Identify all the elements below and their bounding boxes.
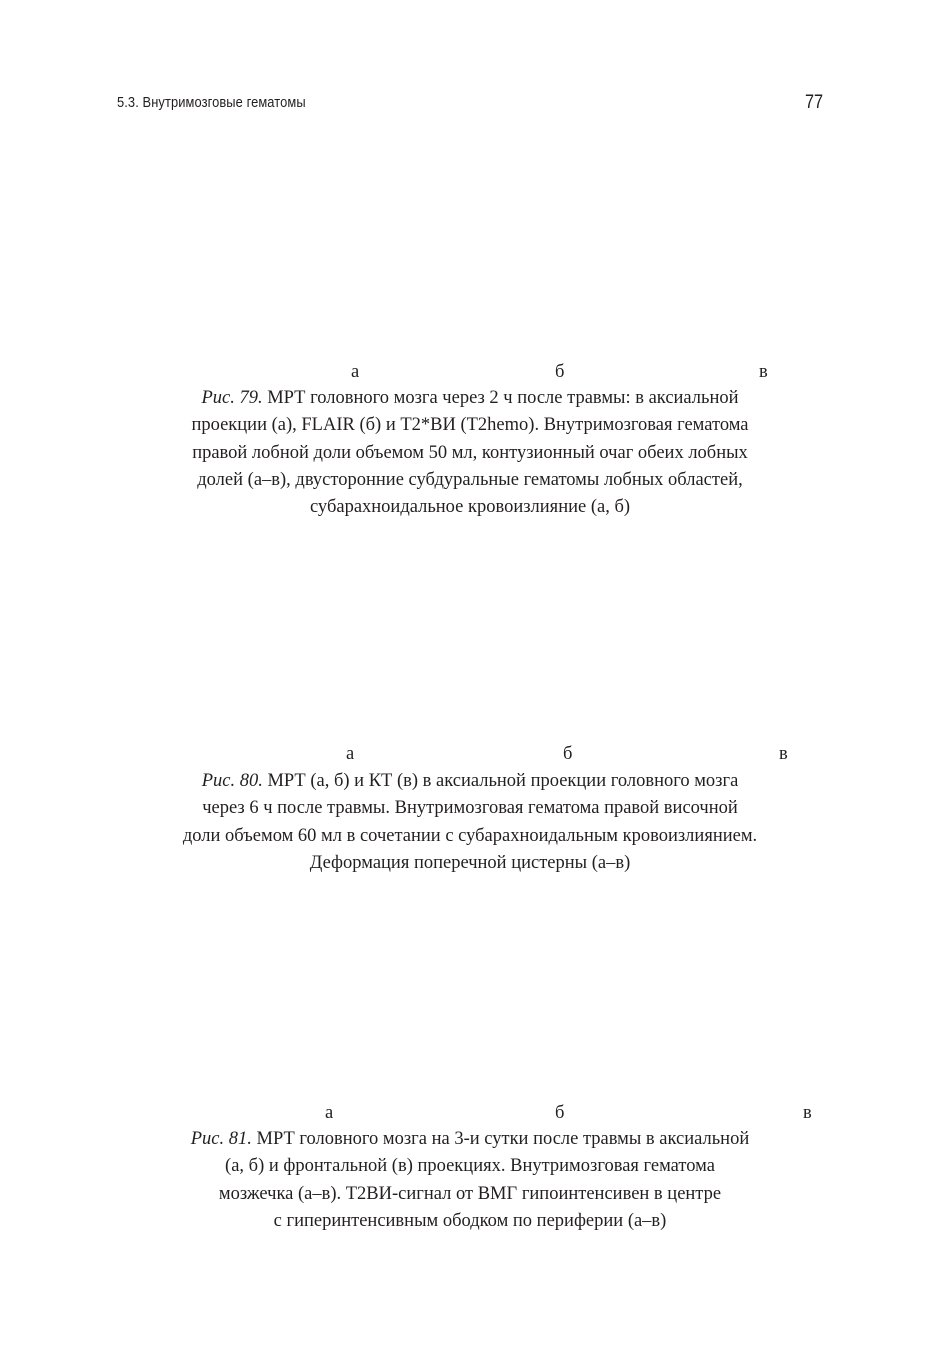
caption-line: правой лобной доли объемом 50 мл, контузионный очаг обеих лобных (192, 442, 748, 463)
page-number: 77 (804, 92, 823, 113)
figure-80-panel-labels (0, 744, 951, 768)
caption-line: мозжечка (а–в). Т2ВИ-сигнал от ВМГ гипоинтенсивен в центре (218, 1183, 722, 1204)
caption-line: долей (а–в), двусторонние субдуральные гематомы лобных областей, (197, 469, 743, 490)
panel-label-v: в (779, 744, 788, 764)
caption-line: Рис. 80. МРТ (а, б) и КТ (в) в аксиальной проекции головного мозга (201, 771, 739, 791)
figure-reference: Рис. 81. (190, 1129, 252, 1149)
caption-line: (а, б) и фронтальной (в) проекциях. Внутримозговая гематома (225, 1156, 715, 1177)
panel-label-a: а (346, 744, 355, 764)
caption-line: Рис. 79. МРТ головного мозга через 2 ч после травмы: в аксиальной (201, 388, 739, 408)
figure-80-caption (100, 768, 840, 877)
caption-line: проекции (а), FLAIR (б) и T2*ВИ (T2hemo). Внутримозговая гематома (191, 415, 749, 436)
caption-line: через 6 ч после травмы. Внутримозговая гематома правой височной (202, 798, 738, 819)
running-head: 5.3. Внутримозговые гематомы (117, 94, 306, 111)
panel-label-a: а (351, 362, 360, 382)
figure-79-caption (100, 385, 840, 521)
figure-79-panel-labels (0, 362, 951, 386)
caption-line: доли объемом 60 мл в сочетании с субарахноидальным кровоизлиянием. (182, 825, 758, 846)
caption-line: с гиперинтенсивным ободком по периферии (а–в) (273, 1210, 667, 1231)
caption-line: Рис. 81. МРТ головного мозга на 3-и сутки после травмы в аксиальной (190, 1129, 750, 1149)
panel-label-v: в (759, 362, 768, 382)
figure-reference: Рис. 79. (201, 388, 263, 408)
figure-81-panel-labels (0, 1103, 951, 1127)
figure-reference: Рис. 80. (201, 771, 263, 791)
caption-line: Деформация поперечной цистерны (а–в) (309, 852, 631, 873)
figure-81-caption (100, 1126, 840, 1235)
panel-label-b: б (563, 744, 573, 764)
panel-label-v: в (803, 1103, 812, 1123)
panel-label-a: а (325, 1103, 334, 1123)
panel-label-b: б (555, 362, 565, 382)
panel-label-b: б (555, 1103, 565, 1123)
caption-line: субарахноидальное кровоизлияние (а, б) (309, 497, 631, 518)
